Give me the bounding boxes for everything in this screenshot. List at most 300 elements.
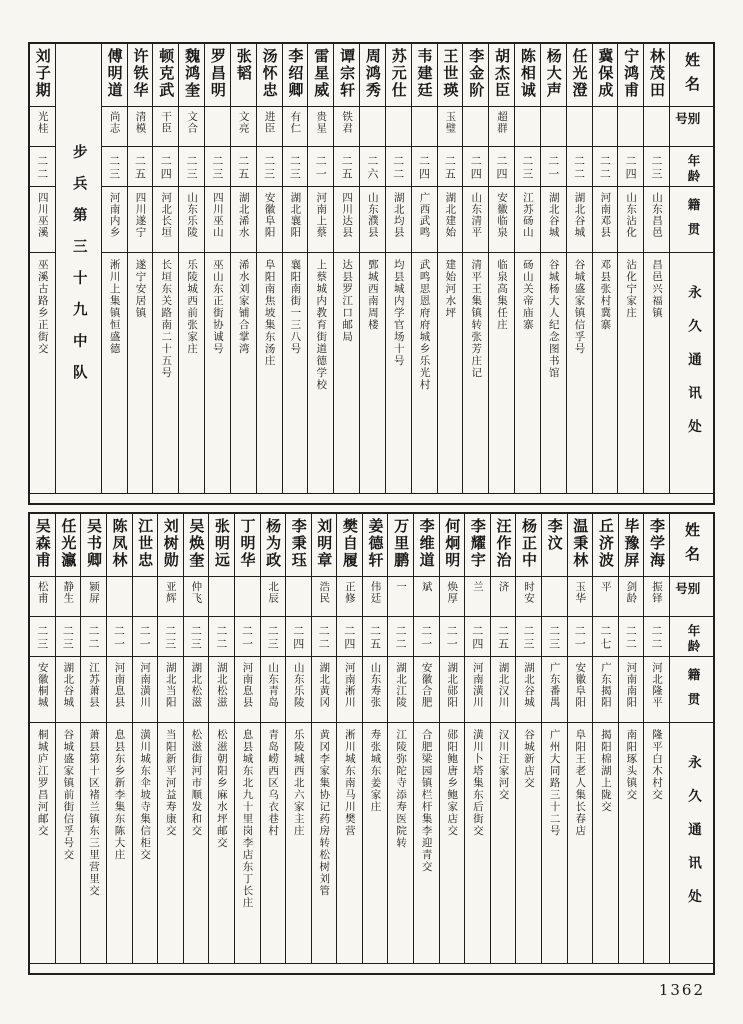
entry-age: 二一 [235, 617, 260, 657]
entry-column [208, 514, 234, 963]
entry-origin: 湖北当阳 [158, 657, 183, 723]
entry-column [157, 514, 183, 963]
entry-age: 二七 [593, 617, 618, 657]
entry-address: 江陵弥陀寺添寿医院转 [395, 729, 408, 849]
entry-origin: 安徽临泉 [489, 187, 514, 253]
entry-address: 揭阳棉湖上陇交 [599, 729, 612, 813]
header-address: 永久通讯处 [685, 285, 701, 453]
entry-alias: 玉华 [568, 577, 593, 617]
entry-origin: 河南息县 [235, 657, 260, 723]
entry-column [362, 514, 388, 963]
entry-age: 二四 [153, 147, 178, 187]
entry-column [30, 514, 55, 963]
entry-column [282, 44, 308, 493]
entry-address: 合肥梁园镇栏杆集李迎青交 [420, 729, 433, 873]
entry-address: 淅川城东南马川樊营 [343, 729, 356, 837]
entry-age: 二二 [593, 147, 618, 187]
entry-name: 毕豫屏 [619, 514, 644, 577]
entry-address: 谷城新店交 [523, 729, 536, 789]
entry-name: 刘明章 [312, 514, 337, 577]
entry-column [488, 44, 514, 493]
entry-alias [386, 107, 411, 147]
entry-column [385, 44, 411, 493]
entry-age: 二三 [56, 617, 81, 657]
entry-origin: 安徽阜阳 [568, 657, 593, 723]
entry-name: 杨正中 [516, 514, 541, 577]
entry-origin: 河南淅川 [337, 657, 362, 723]
entry-origin: 河北长垣 [153, 187, 178, 253]
entry-column [437, 44, 463, 493]
entry-alias [542, 577, 567, 617]
entry-column [80, 514, 106, 963]
entry-address: 谷城盛家镇信孚号 [573, 259, 586, 355]
entry-column [566, 44, 592, 493]
entry-name: 李学海 [644, 514, 669, 577]
entry-origin: 山东沾化 [618, 187, 643, 253]
entry-column [387, 514, 413, 963]
entry-name: 周鸿秀 [360, 44, 385, 107]
entry-column [333, 44, 359, 493]
entry-origin: 广东番禺 [542, 657, 567, 723]
entry-origin: 山东昌邑 [644, 187, 669, 253]
entry-age: 二三 [257, 147, 282, 187]
entry-alias: 干臣 [153, 107, 178, 147]
entry-age: 二二 [388, 617, 413, 657]
entry-age: 二二 [644, 617, 669, 657]
entry-name: 李金阶 [463, 44, 488, 107]
roster-grid-top [30, 44, 713, 494]
entry-column [55, 514, 81, 963]
entry-age: 二五 [128, 147, 153, 187]
header-column [669, 44, 713, 493]
entry-age: 二三 [515, 147, 540, 187]
entry-name: 杨为政 [261, 514, 286, 577]
entry-address: 郧阳鲍唐乡鲍家店交 [446, 729, 459, 837]
entry-alias: 铁君 [334, 107, 359, 147]
entry-address: 襄阳南街一三八号 [289, 259, 302, 355]
entry-address: 潢川卜塔集东后街交 [471, 729, 484, 837]
entry-name: 温秉林 [568, 514, 593, 577]
entry-column [439, 514, 465, 963]
entry-origin: 湖北松滋 [209, 657, 234, 723]
entry-name: 王世瑛 [438, 44, 463, 107]
entry-address: 当阳新平河益寿康交 [164, 729, 177, 837]
roster-grid-bottom [30, 514, 713, 964]
entry-address: 谷城盛家镇前街信孚号交 [62, 729, 75, 861]
entry-address: 临泉高集任庄 [496, 259, 509, 331]
entry-age: 二一 [568, 617, 593, 657]
entry-name: 陈凤林 [107, 514, 132, 577]
entry-alias: 斌 [414, 577, 439, 617]
entry-address: 建始河水坪 [444, 259, 457, 319]
entry-origin: 山东乐陵 [179, 187, 204, 253]
entry-alias: 亚辉 [158, 577, 183, 617]
entry-address: 鄄城西南周楼 [366, 259, 379, 331]
entry-column [464, 514, 490, 963]
entry-column [30, 44, 55, 493]
entry-name: 傅明道 [102, 44, 127, 107]
entry-age: 二二 [567, 147, 592, 187]
entry-origin: 安徽桐城 [30, 657, 55, 723]
entry-alias: 平 [593, 577, 618, 617]
entry-origin: 湖北建始 [438, 187, 463, 253]
entry-name: 魏鸿奎 [179, 44, 204, 107]
entry-age: 二一 [133, 617, 158, 657]
entry-age: 二三 [179, 147, 204, 187]
roster-table-bottom [28, 512, 715, 975]
entry-name: 吴森甫 [30, 514, 55, 577]
entry-age: 二二 [209, 617, 234, 657]
entry-name: 陈相诚 [515, 44, 540, 107]
entry-alias [107, 577, 132, 617]
entry-address: 均县城内学官场十号 [392, 259, 405, 367]
entry-age: 二四 [465, 617, 490, 657]
roster-table-top [28, 42, 715, 505]
entry-origin: 湖北均县 [386, 187, 411, 253]
entry-name: 林茂田 [644, 44, 669, 107]
entry-alias: 振铎 [644, 577, 669, 617]
entry-origin: 河南内乡 [102, 187, 127, 253]
entry-name: 吴焕奎 [184, 514, 209, 577]
entry-column [106, 514, 132, 963]
entry-origin: 河南潢川 [133, 657, 158, 723]
entry-origin: 河南息县 [107, 657, 132, 723]
entry-name: 雷星威 [308, 44, 333, 107]
entry-alias: 济 [491, 577, 516, 617]
entry-origin: 湖北郧阳 [440, 657, 465, 723]
entry-alias [209, 577, 234, 617]
entry-origin: 河南上蔡 [308, 187, 333, 253]
entry-origin: 湖北谷城 [567, 187, 592, 253]
entry-alias: 玉璧 [438, 107, 463, 147]
entry-column [643, 514, 669, 963]
entry-name: 丁明华 [235, 514, 260, 577]
entry-alias [235, 577, 260, 617]
entry-address: 邓县张村冀寨 [599, 259, 612, 331]
entry-name: 张韬 [231, 44, 256, 107]
entry-address: 黄冈李家集协记药房转松树刘管 [318, 729, 331, 897]
header-origin: 籍贯 [670, 657, 713, 723]
entry-name: 谭宗轩 [334, 44, 359, 107]
entry-column [311, 514, 337, 963]
entry-column [234, 514, 260, 963]
header-name: 姓名 [670, 514, 713, 577]
entry-name: 汤怀忠 [257, 44, 282, 107]
entry-age: 二四 [286, 617, 311, 657]
entry-address: 清平王集镇转张芳庄记 [470, 259, 483, 379]
entry-address: 巫溪古路乡正街交 [36, 259, 49, 355]
entry-origin: 湖北襄阳 [283, 187, 308, 253]
entry-column [462, 44, 488, 493]
entry-column [618, 514, 644, 963]
entry-name: 任光瀛 [56, 514, 81, 577]
entry-origin: 安徽合肥 [414, 657, 439, 723]
entry-name: 苏元仕 [386, 44, 411, 107]
entry-alias: 伟廷 [363, 577, 388, 617]
entry-column [183, 514, 209, 963]
entry-alias [644, 107, 669, 147]
entry-alias [205, 107, 230, 147]
entry-name: 韦建廷 [412, 44, 437, 107]
entry-origin: 湖北黄冈 [312, 657, 337, 723]
entry-alias: 焕厚 [440, 577, 465, 617]
entry-address: 桐城庐江罗昌河邮交 [36, 729, 49, 837]
entry-alias: 时安 [516, 577, 541, 617]
entry-address: 广州大同路三十二号 [548, 729, 561, 837]
entry-name: 樊自履 [337, 514, 362, 577]
entry-name: 万里鹏 [388, 514, 413, 577]
entry-address: 浠水刘家铺合掌湾 [237, 259, 250, 355]
entry-address: 昌邑兴福镇 [651, 259, 663, 319]
entry-origin: 湖北谷城 [56, 657, 81, 723]
entry-address: 乐陵城西前张家庄 [186, 259, 199, 355]
entry-age: 二二 [312, 617, 337, 657]
entry-age: 二四 [463, 147, 488, 187]
entry-name: 姜德轩 [363, 514, 388, 577]
entry-name: 李耀宇 [465, 514, 490, 577]
entry-alias [593, 107, 618, 147]
entry-alias: 兰 [465, 577, 490, 617]
entry-address: 阜阳王老人集长春店 [574, 729, 587, 837]
entry-column [515, 514, 541, 963]
entry-alias: 文亮 [231, 107, 256, 147]
header-age: 年龄 [670, 147, 713, 187]
entry-column [178, 44, 204, 493]
entry-address: 上蔡城内教育街道德学校 [315, 259, 328, 391]
entry-name: 顿克武 [153, 44, 178, 107]
entry-age: 二五 [491, 617, 516, 657]
entry-age: 二三 [542, 617, 567, 657]
entry-origin: 四川巫山 [205, 187, 230, 253]
entry-column [152, 44, 178, 493]
entry-name: 李维道 [414, 514, 439, 577]
entry-age: 二一 [541, 147, 566, 187]
header-alias: 别号 [670, 107, 713, 147]
header-column [669, 514, 713, 963]
entry-column [256, 44, 282, 493]
entry-alias: 有仁 [283, 107, 308, 147]
entry-alias: 静生 [56, 577, 81, 617]
unit-label-column [55, 44, 101, 493]
entry-name: 江世忠 [133, 514, 158, 577]
entry-column [285, 514, 311, 963]
entry-origin: 河南潢川 [465, 657, 490, 723]
entry-name: 张明远 [209, 514, 234, 577]
entry-address: 达县罗江口邮局 [341, 259, 354, 343]
entry-origin: 广东揭阳 [593, 657, 618, 723]
entry-name: 丘济波 [593, 514, 618, 577]
entry-origin: 湖北谷城 [516, 657, 541, 723]
header-name: 姓名 [670, 44, 713, 107]
entry-age: 二一 [308, 147, 333, 187]
entry-origin: 湖北松滋 [184, 657, 209, 723]
entry-age: 二三 [205, 147, 230, 187]
entry-origin: 山东濮县 [360, 187, 385, 253]
entry-origin: 四川巫溪 [30, 187, 55, 253]
entry-column [567, 514, 593, 963]
unit-label: 步兵第三十九中队 [70, 144, 88, 396]
header-origin: 籍贯 [670, 187, 713, 253]
entry-address: 松滋朝阳乡麻水坪邮交 [215, 729, 228, 849]
entry-address: 寿张城东姜家庄 [369, 729, 382, 813]
entry-column [230, 44, 256, 493]
entry-name: 杨大声 [541, 44, 566, 107]
entry-alias: 北辰 [261, 577, 286, 617]
entry-origin: 河南南阳 [619, 657, 644, 723]
entry-name: 许铁华 [128, 44, 153, 107]
entry-column [592, 514, 618, 963]
entry-address: 遂宁安居镇 [134, 259, 147, 319]
entry-address: 巫山东正街协诚号 [211, 259, 224, 355]
entry-age: 二三 [30, 617, 55, 657]
entry-address: 长垣东关路南二十五号 [160, 259, 173, 379]
entry-alias [360, 107, 385, 147]
entry-alias [515, 107, 540, 147]
entry-alias [567, 107, 592, 147]
entry-name: 刘树勋 [158, 514, 183, 577]
entry-address: 松滋街河市顺发和交 [190, 729, 203, 837]
entry-address: 沾化宁家庄 [625, 259, 638, 319]
entry-column [204, 44, 230, 493]
entry-alias [618, 107, 643, 147]
entry-alias: 仲飞 [184, 577, 209, 617]
header-alias: 别号 [670, 577, 713, 617]
entry-column [490, 514, 516, 963]
entry-origin: 湖北汉川 [491, 657, 516, 723]
entry-column [101, 44, 127, 493]
entry-age: 二三 [516, 617, 541, 657]
entry-age: 二三 [644, 147, 669, 187]
entry-age: 二五 [231, 147, 256, 187]
entry-address: 汉川汪家河交 [497, 729, 510, 801]
entry-column [514, 44, 540, 493]
entry-origin: 广西武鸣 [412, 187, 437, 253]
entry-address: 南阳琢头镇交 [625, 729, 638, 801]
entry-age: 二三 [283, 147, 308, 187]
entry-alias: 浩民 [312, 577, 337, 617]
entry-origin: 四川达县 [334, 187, 359, 253]
entry-address: 谷城杨大人纪念图书馆 [547, 259, 560, 379]
entry-name: 胡杰臣 [489, 44, 514, 107]
entry-address: 息县东乡新李集东陈大庄 [113, 729, 126, 861]
entry-name: 刘子期 [30, 44, 55, 107]
entry-origin: 湖北浠水 [231, 187, 256, 253]
entry-column [260, 514, 286, 963]
entry-origin: 山东乐陵 [286, 657, 311, 723]
entry-age: 二五 [363, 617, 388, 657]
entry-address: 乐陵城西北六家主庄 [292, 729, 305, 837]
entry-origin: 山东清平 [463, 187, 488, 253]
entry-alias [412, 107, 437, 147]
entry-origin: 江苏萧县 [81, 657, 106, 723]
entry-name: 李秉珏 [286, 514, 311, 577]
entry-address: 潢川城东伞坡寺集信柜交 [139, 729, 152, 861]
entry-origin: 江苏砀山 [515, 187, 540, 253]
entry-age: 二二 [81, 617, 106, 657]
entry-address: 淅川上集镇恒盛德 [108, 259, 121, 355]
entry-age: 二五 [334, 147, 359, 187]
entry-name: 冀保成 [593, 44, 618, 107]
entry-column [541, 514, 567, 963]
entry-age: 二三 [158, 617, 183, 657]
entry-origin: 山东青岛 [261, 657, 286, 723]
entry-name: 李汶 [542, 514, 567, 577]
entry-alias: 松甫 [30, 577, 55, 617]
entry-age: 二三 [261, 617, 286, 657]
entry-alias: 尚志 [102, 107, 127, 147]
entry-address: 隆平白木村交 [651, 729, 663, 801]
entry-age: 二四 [489, 147, 514, 187]
entry-alias [541, 107, 566, 147]
entry-column [617, 44, 643, 493]
entry-address: 砀山关帝庙寨 [521, 259, 534, 331]
entry-origin: 河北隆平 [644, 657, 669, 723]
entry-age: 二四 [412, 147, 437, 187]
entry-name: 何炯明 [440, 514, 465, 577]
entry-column [413, 514, 439, 963]
entry-address: 青岛崂西区乌衣巷村 [267, 729, 280, 837]
entry-origin: 河南邓县 [593, 187, 618, 253]
entry-origin: 湖北江陵 [388, 657, 413, 723]
entry-name: 宁鸿甫 [618, 44, 643, 107]
entry-name: 罗昌明 [205, 44, 230, 107]
entry-alias: 文合 [179, 107, 204, 147]
entry-alias: 进臣 [257, 107, 282, 147]
entry-name: 李绍卿 [283, 44, 308, 107]
entry-name: 吴书卿 [81, 514, 106, 577]
entry-age: 二一 [414, 617, 439, 657]
entry-age: 二二 [386, 147, 411, 187]
entry-age: 二四 [337, 617, 362, 657]
entry-address: 武鸣思恩府府城乡乐光村 [418, 259, 431, 391]
entry-origin: 四川遂宁 [128, 187, 153, 253]
entry-alias: 贵星 [308, 107, 333, 147]
entry-address: 阜阳南焦坡集东汤庄 [263, 259, 276, 367]
entry-column [411, 44, 437, 493]
entry-column [592, 44, 618, 493]
entry-column [132, 514, 158, 963]
entry-origin: 湖北谷城 [541, 187, 566, 253]
entry-column [540, 44, 566, 493]
entry-alias: 清模 [128, 107, 153, 147]
entry-age: 二二 [30, 147, 55, 187]
entry-address: 息县城东北九十里岗李店东丁长庄 [241, 729, 254, 909]
entry-age: 二三 [184, 617, 209, 657]
entry-column [643, 44, 669, 493]
entry-column [359, 44, 385, 493]
entry-alias [463, 107, 488, 147]
entry-age: 二五 [438, 147, 463, 187]
entry-alias: 光桂 [30, 107, 55, 147]
entry-column [307, 44, 333, 493]
entry-name: 任光澄 [567, 44, 592, 107]
header-address: 永久通讯处 [685, 755, 701, 923]
entry-alias [286, 577, 311, 617]
entry-origin: 山东寿张 [363, 657, 388, 723]
entry-age: 二四 [618, 147, 643, 187]
entry-column [336, 514, 362, 963]
entry-alias [133, 577, 158, 617]
entry-age: 二一 [440, 617, 465, 657]
entry-address: 萧县第十区褚兰镇东三里营里交 [87, 729, 100, 897]
entry-alias: 一 [388, 577, 413, 617]
entry-alias: 剑龄 [619, 577, 644, 617]
entry-origin: 安徽阜阳 [257, 187, 282, 253]
entry-age: 二六 [360, 147, 385, 187]
page-number: 1362 [658, 981, 705, 999]
entry-alias: 颍屏 [81, 577, 106, 617]
entry-column [127, 44, 153, 493]
